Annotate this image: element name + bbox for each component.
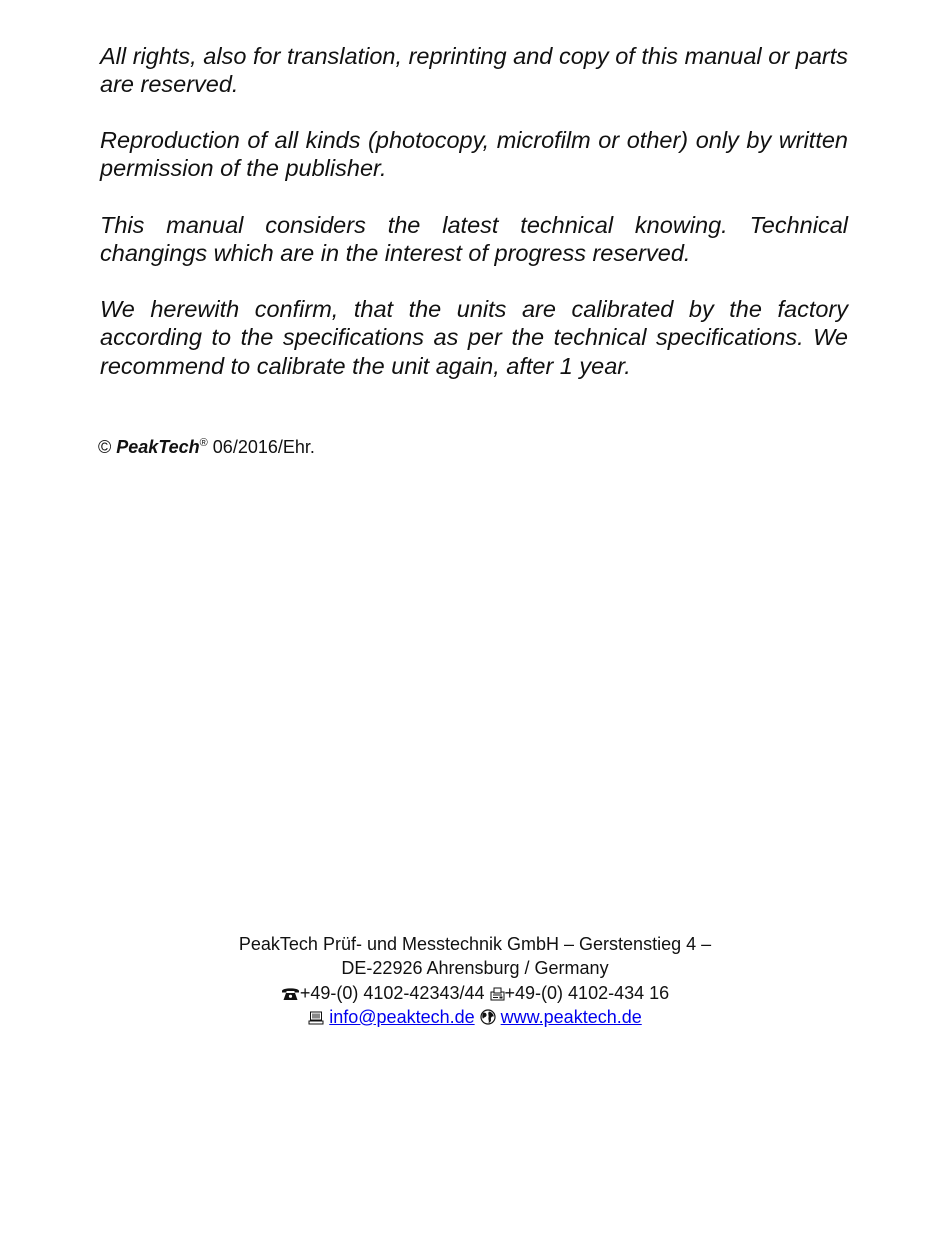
reproduction-paragraph: Reproduction of all kinds (photocopy, microfilm or other) only by written permission of the publisher. [100,127,848,182]
website-link[interactable]: www.peaktech.de [500,1006,642,1027]
date-code: 06/2016/Ehr. [212,437,315,457]
contact-line [0,981,950,1005]
copyright-symbol: © [98,437,112,457]
technical-paragraph: This manual considers the latest technical knowing. Technical changings which are in the interest of progress reserved. [100,212,848,267]
address-line: DE-22926 Ahrensburg / Germany [341,958,609,979]
email-link[interactable]: info@peaktech.de [329,1006,475,1027]
globe-icon [480,1009,496,1025]
web-line [0,1005,950,1029]
calibration-paragraph: We herewith confirm, that the units are calibrated by the factory according to the specifications as per the technical specifications. We recommend to calibrate the unit again, after 1 year. [100,296,848,379]
brand-name: PeakTech [116,437,200,457]
rights-paragraph: All rights, also for translation, reprinting and copy of this manual or parts are reserved. [100,43,848,98]
company-line: PeakTech Prüf- und Messtechnik GmbH – Gerstenstieg 4 – [238,934,712,954]
computer-icon [308,1011,324,1025]
copyright-notice [98,435,315,459]
company-footer [0,932,950,1029]
telephone-icon [281,986,300,1001]
registered-mark: ® [199,437,208,449]
fax-icon [490,987,505,1001]
fax-number: +49-(0) 4102-434 16 [504,982,670,1003]
phone-number: +49-(0) 4102-42343/44 [299,982,485,1003]
